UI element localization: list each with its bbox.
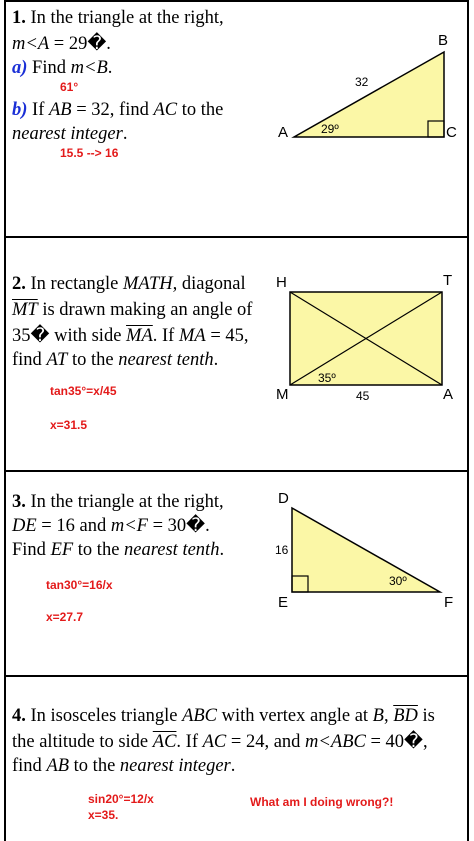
problem-1-line-5: nearest integer. (12, 124, 128, 144)
problem-4-line-3: find AB to the nearest integer. (12, 756, 236, 776)
vertex-label-c: C (446, 124, 457, 141)
problem-4-line-2: the altitude to side $\overline{AC}$. If AC = 24, and m<ABC = 40�, (12, 732, 428, 752)
student-question: What am I doing wrong?! (250, 795, 394, 809)
triangle-def (292, 508, 440, 592)
problem-2-line-4: find AT to the nearest tenth. (12, 350, 219, 370)
vertex-label-m: M (276, 386, 289, 403)
problem-3-line-3: Find EF to the nearest tenth. (12, 540, 225, 560)
problem-1-part-a: a) Find m<B. (12, 58, 113, 78)
angle-35-label: 35º (318, 371, 336, 385)
work-4-step-1: sin20°=12/x (88, 792, 154, 806)
work-4-step-2: x=35. (88, 808, 119, 822)
answer-1b: 15.5 --> 16 (60, 146, 119, 160)
hypotenuse-length: 32 (355, 75, 369, 89)
vertex-label-a: A (278, 124, 289, 141)
vertex-label-d: D (278, 490, 289, 507)
problem-3-line-2: DE = 16 and m<F = 30�. (12, 516, 210, 536)
angle-f-label: 30º (389, 574, 407, 588)
problem-2-line-2: $\overline{MT}$ is drawn making an angle of (12, 300, 253, 320)
problem-1-line-1: 1. In the triangle at the right, (12, 8, 224, 28)
problem-4-line-1: 4. In isosceles triangle ABC with vertex angle at B, $\overline{BD}$ is (12, 706, 435, 726)
angle-a-label: 29º (321, 122, 339, 136)
vertex-label-h: H (276, 274, 287, 291)
problem-1-part-b: b) If AB = 32, find AC to the (12, 100, 224, 120)
vertex-label-e: E (278, 594, 289, 611)
work-3-step-2: x=27.7 (46, 610, 84, 624)
work-2-step-1: tan35°=x/45 (50, 384, 117, 398)
vertex-label-f: F (444, 594, 454, 611)
work-2-step-2: x=31.5 (50, 418, 88, 432)
problem-2-line-1: 2. In rectangle MATH, diagonal (12, 274, 246, 294)
problem-2-line-3: 35� with side $\overline{MA}$. If MA = 45, (12, 326, 249, 346)
problem-3-line-1: 3. In the triangle at the right, (12, 492, 224, 512)
side-de-length: 16 (275, 543, 289, 557)
vertex-label-t: T (443, 272, 453, 289)
vertex-label-b: B (438, 32, 449, 49)
side-ma-length: 45 (356, 389, 370, 403)
problem-1-line-2: m<A = 29�. (12, 34, 111, 54)
answer-1a: 61° (60, 80, 79, 94)
vertex-label-a2: A (443, 386, 454, 403)
work-3-step-1: tan30°=16/x (46, 578, 113, 592)
triangle-abc (294, 52, 444, 137)
